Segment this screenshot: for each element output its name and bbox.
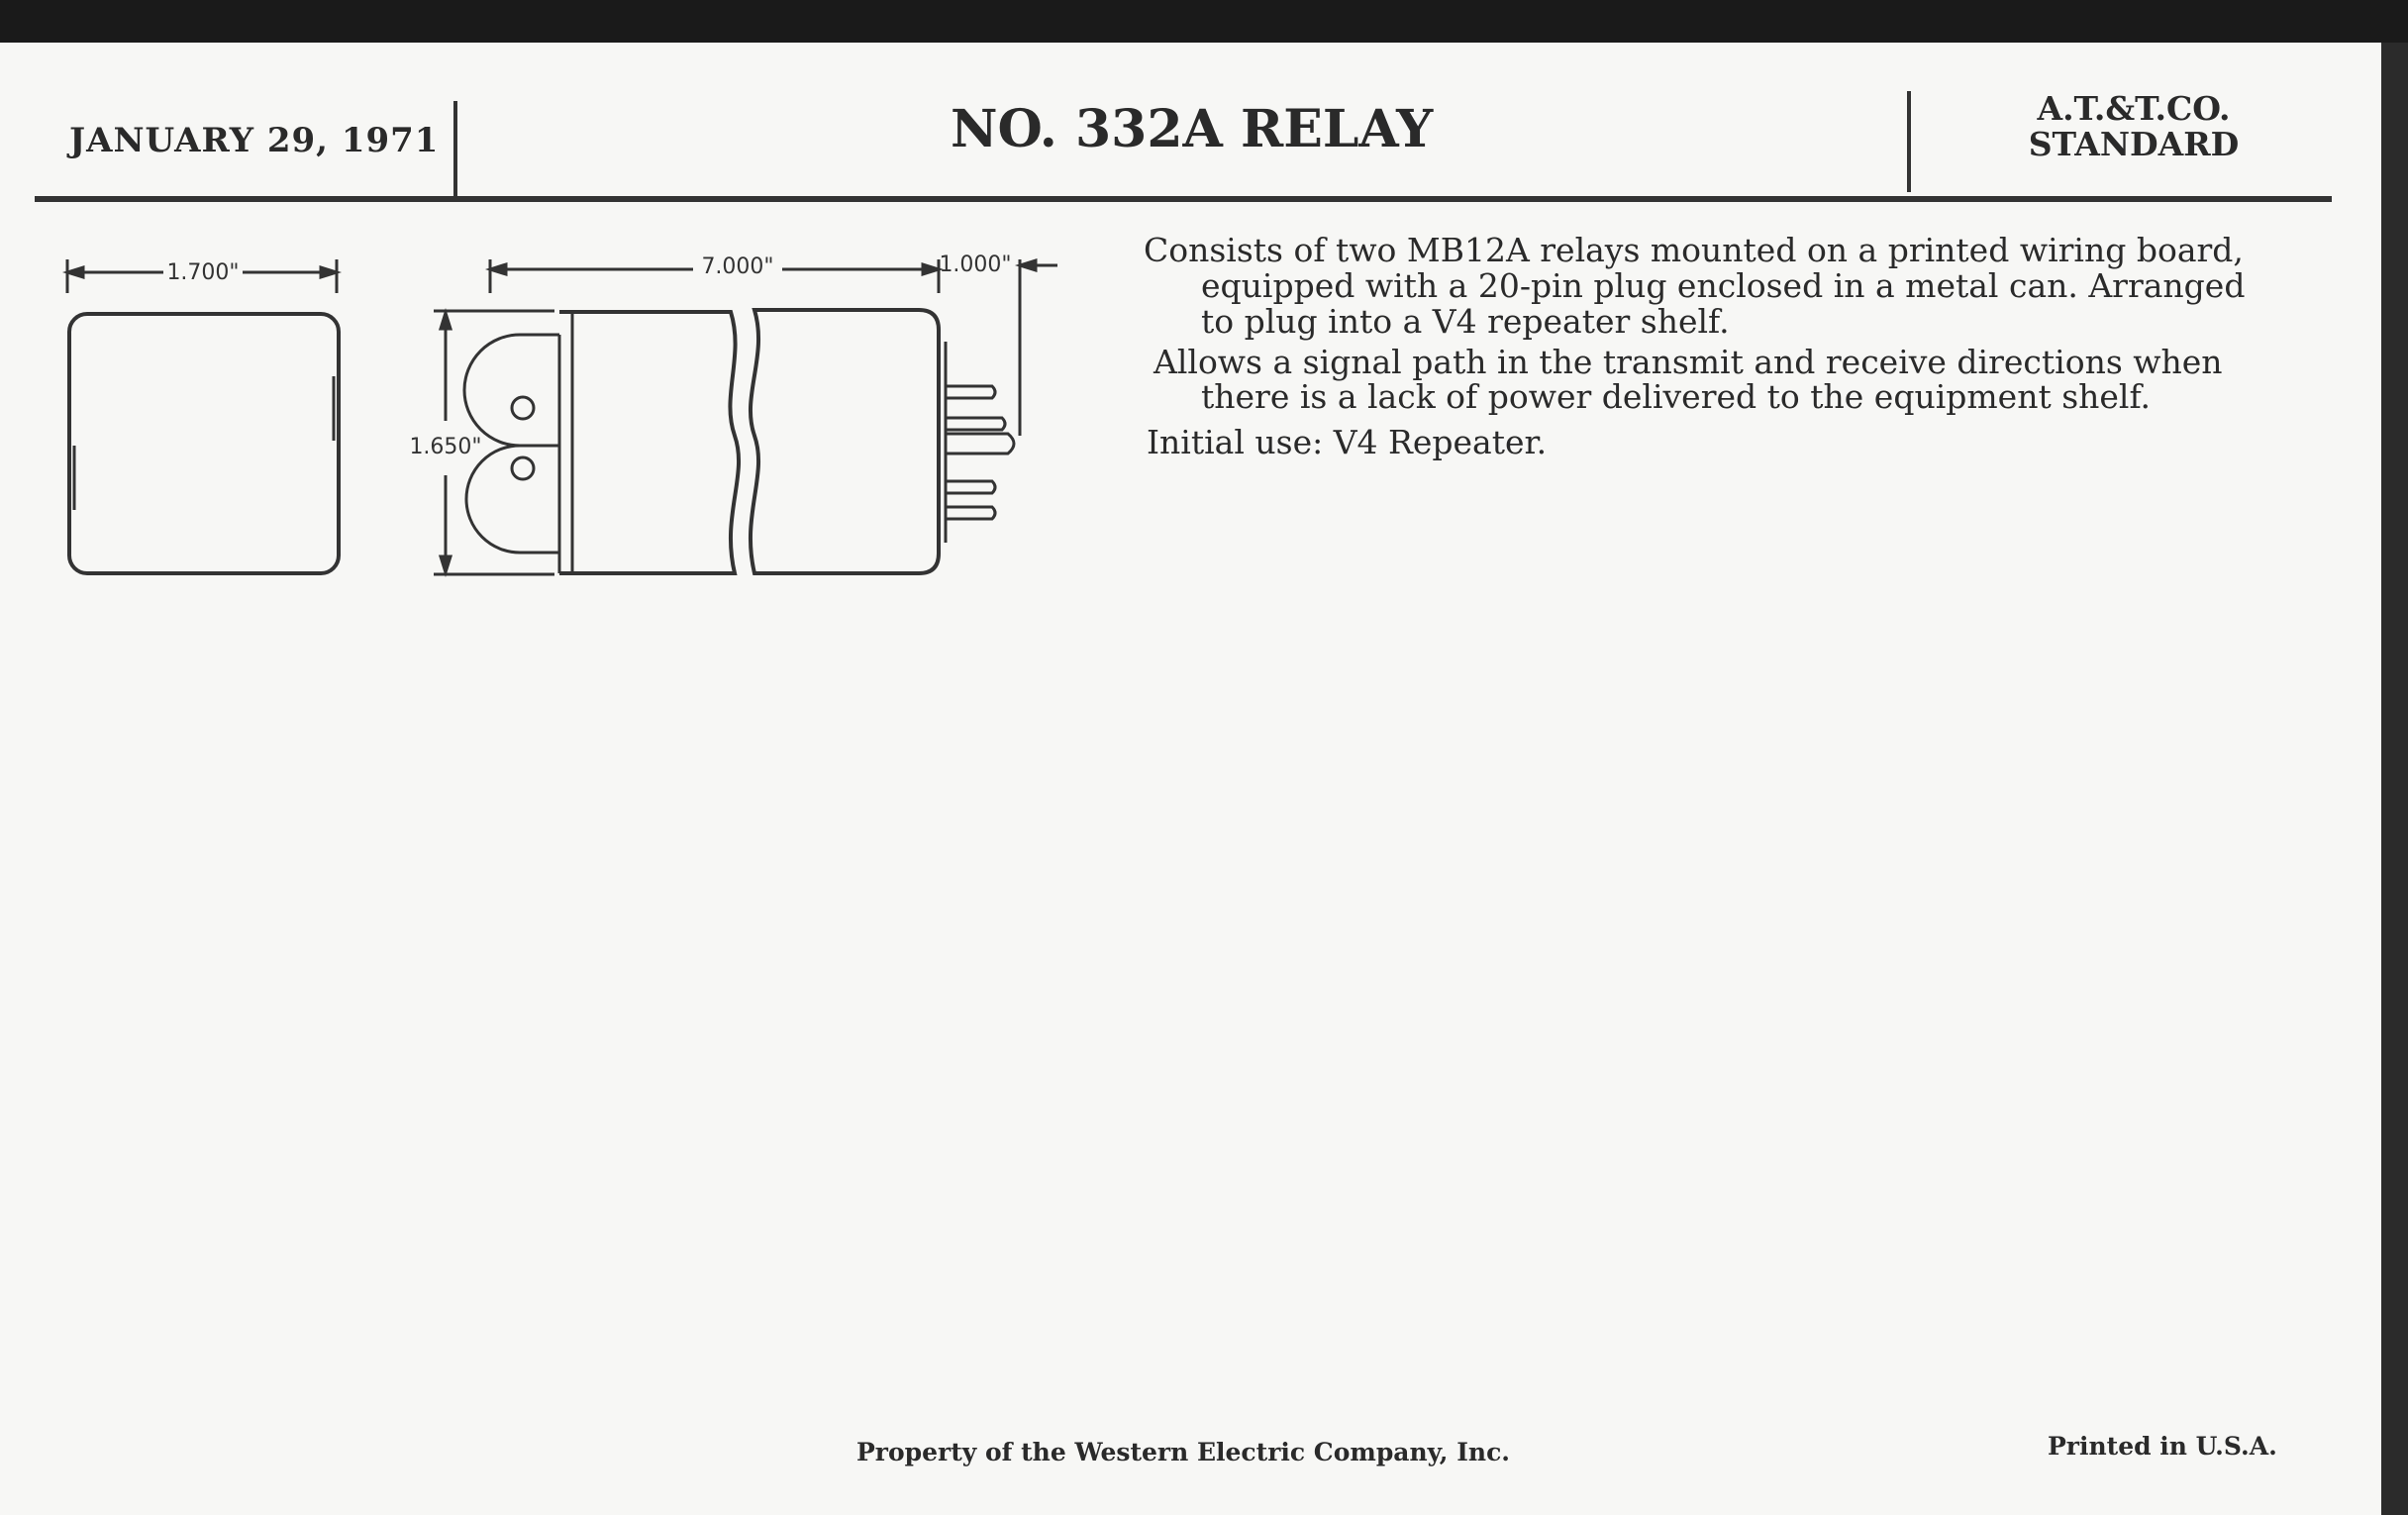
side-view [434, 259, 1057, 574]
standard-badge [1990, 91, 2277, 162]
page-title: NO. 332A RELAY [951, 99, 1434, 159]
description-p2-line2: there is a lack of power delivered to the equipment shelf. [1201, 377, 2151, 416]
standard-line-1: A.T.&T.CO. [2037, 89, 2231, 128]
dim-height-label: 1.650" [409, 435, 482, 459]
standard-line-2: STANDARD [2028, 125, 2240, 163]
description-p2-line1: Allows a signal path in the transmit and receive directions when [1154, 343, 2223, 381]
dim-length-label: 7.000" [701, 254, 774, 279]
header-date: JANUARY 29, 1971 [69, 121, 440, 160]
header-divider-right [1907, 91, 1911, 192]
dim-pins-label: 1.000" [939, 252, 1012, 277]
footer-property: Property of the Western Electric Company, Inc. [856, 1438, 1511, 1466]
relay-drawing [0, 0, 1099, 594]
description-p1-line3: to plug into a V4 repeater shelf. [1201, 302, 1730, 341]
card-edge-shadow [2381, 43, 2408, 1515]
end-view [67, 259, 339, 573]
footer-printed: Printed in U.S.A. [2048, 1432, 2277, 1461]
description-p1-line2: equipped with a 20-pin plug enclosed in a metal can. Arranged [1201, 266, 2246, 305]
description-p3: Initial use: V4 Repeater. [1147, 423, 1548, 461]
dim-width-label: 1.700" [166, 260, 240, 285]
description-p1-line1: Consists of two MB12A relays mounted on a printed wiring board, [1144, 231, 2244, 269]
